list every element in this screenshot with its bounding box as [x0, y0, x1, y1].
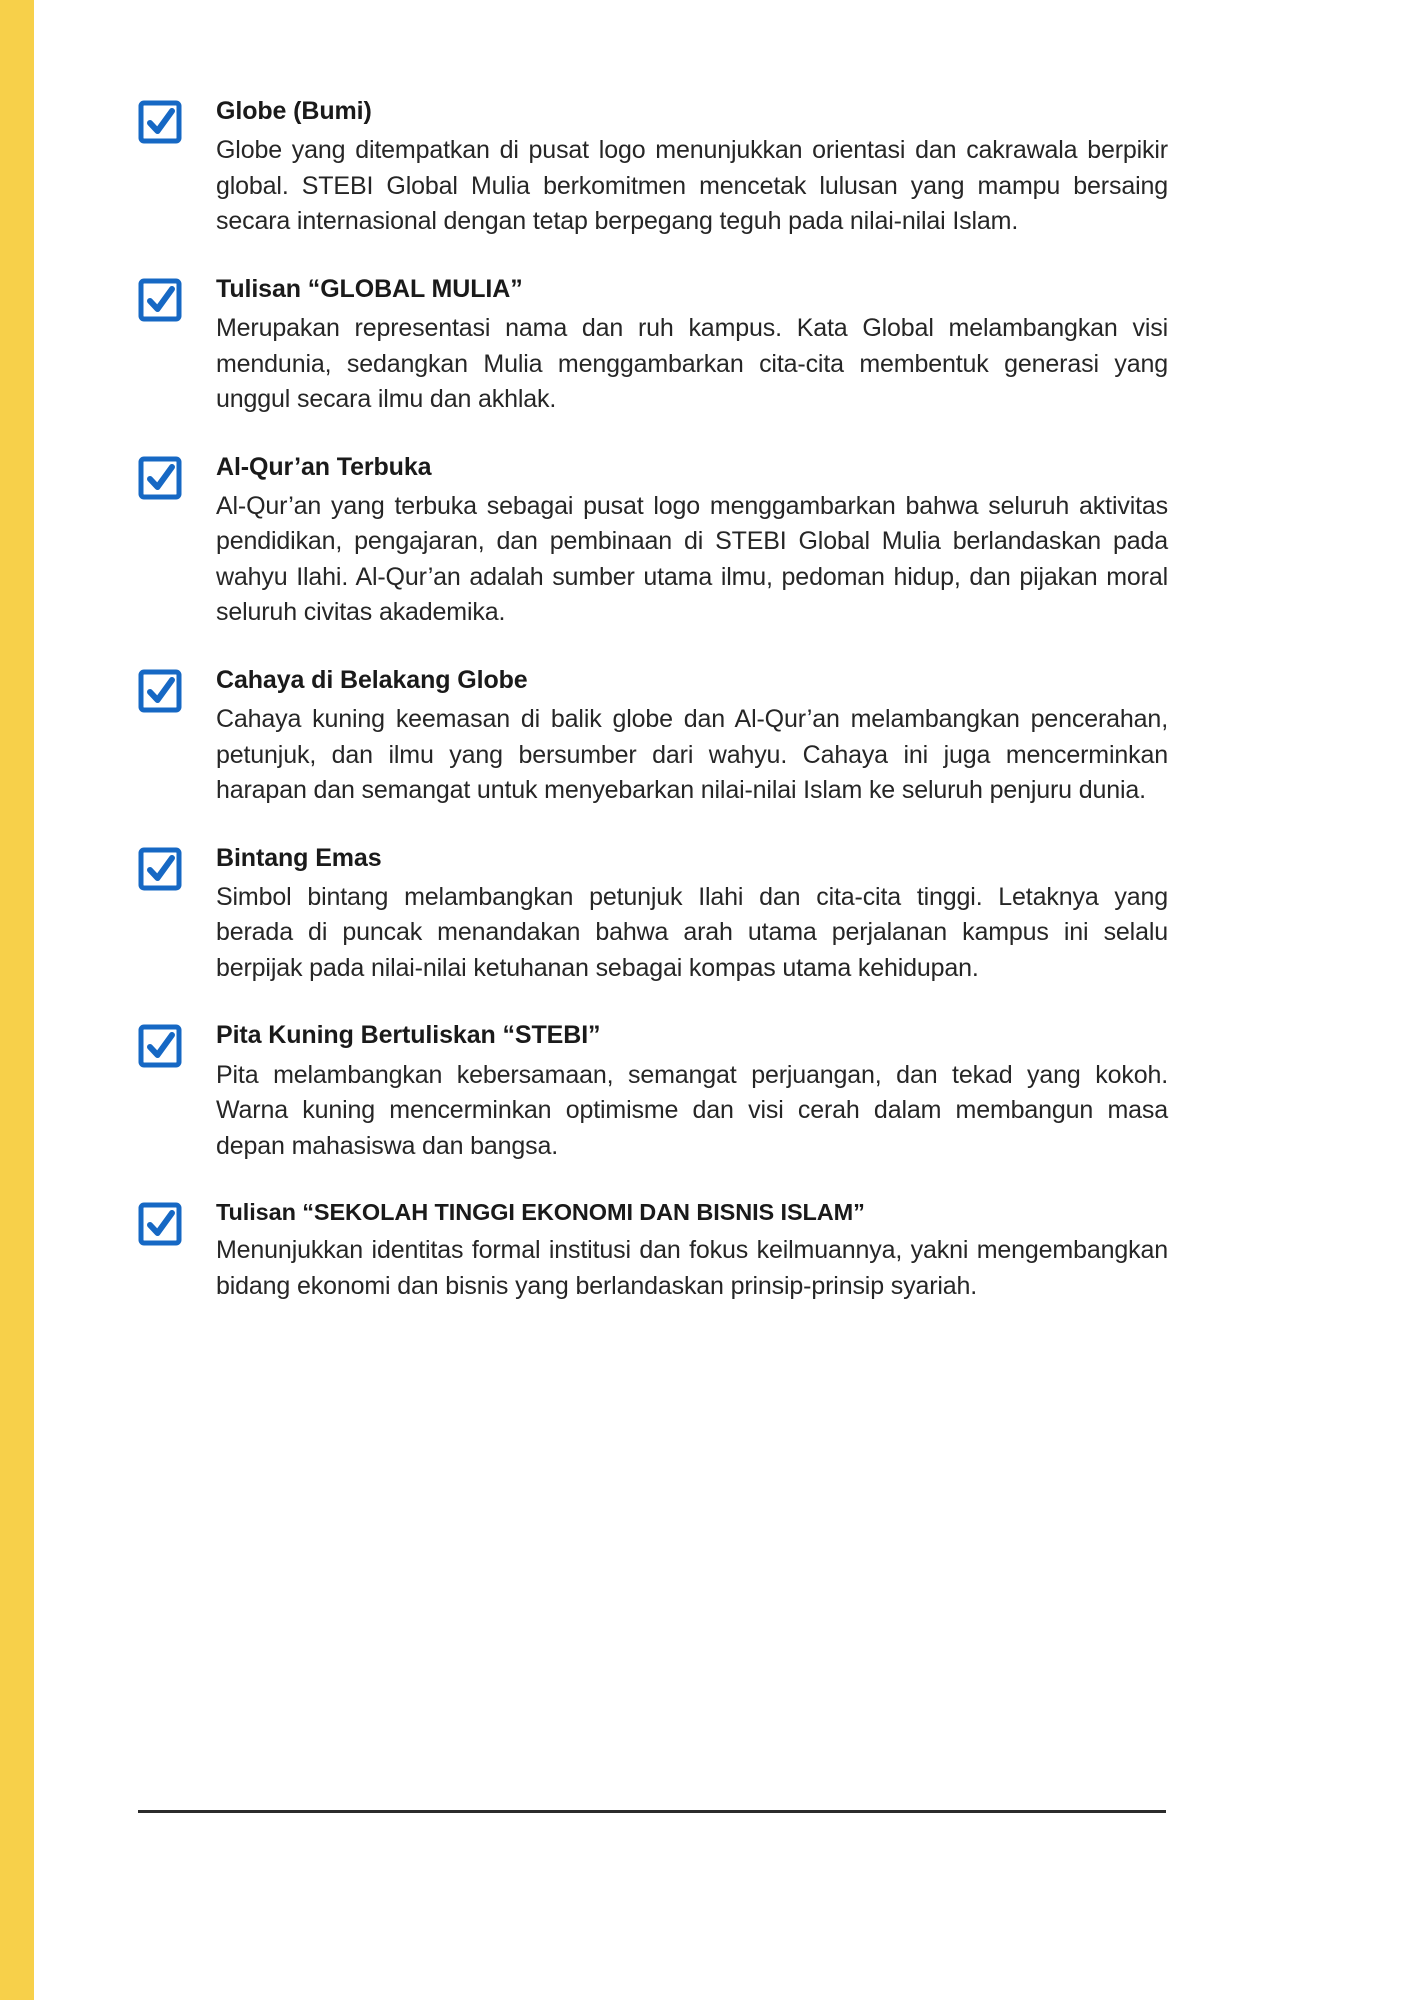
list-item-text: Merupakan representasi nama dan ruh kampus. Kata Global melambangkan visi mendunia, sedangkan Mulia menggambarkan cita-cita membentuk generasi yang unggul secara ilmu dan akhlak. [216, 314, 1168, 413]
list-item-text: Menunjukkan identitas formal institusi dan fokus keilmuannya, yakni mengembangkan bidang ekonomi dan bisnis yang berlandaskan prinsip-prinsip syariah. [216, 1236, 1168, 1300]
footer-divider [138, 1810, 1166, 1813]
list-item-title: Bintang Emas [216, 843, 382, 872]
list-item-title: Cahaya di Belakang Globe [216, 665, 528, 694]
check-box-icon [138, 100, 182, 144]
check-box-icon-wrap [138, 1198, 206, 1246]
check-box-icon-wrap [138, 452, 206, 500]
list-item-body [206, 843, 1168, 987]
check-box-icon [138, 847, 182, 891]
list-item-title: Tulisan “GLOBAL MULIA” [216, 274, 523, 303]
check-box-icon-wrap [138, 274, 206, 322]
check-box-icon-wrap [138, 1020, 206, 1068]
list-item-body [206, 96, 1168, 240]
check-box-icon [138, 1202, 182, 1246]
list-item [138, 665, 1168, 809]
list-item [138, 452, 1168, 631]
list-item [138, 1198, 1168, 1304]
check-box-icon-wrap [138, 843, 206, 891]
check-box-icon [138, 1024, 182, 1068]
check-box-icon-wrap [138, 665, 206, 713]
list-item-title: Globe (Bumi) [216, 97, 372, 125]
left-accent-bar [0, 0, 34, 2000]
list-item-text: Cahaya kuning keemasan di balik globe dan Al-Qur’an melambangkan pencerahan, petunjuk, dan ilmu yang bersumber dari wahyu. Cahaya ini juga mencerminkan harapan dan semangat untuk menyebarkan nilai-nilai Islam ke seluruh penjuru dunia. [216, 705, 1168, 804]
list-item-title: Al-Qur’an Terbuka [216, 452, 432, 481]
logo-philosophy-list [138, 96, 1168, 1304]
check-box-icon-wrap [138, 96, 206, 144]
list-item-body [206, 665, 1168, 809]
list-item-text: Globe yang ditempatkan di pusat logo menunjukkan orientasi dan cakrawala berpikir global. STEBI Global Mulia berkomitmen mencetak lulusan yang mampu bersaing secara internasional dengan tetap berpegang teguh pada nilai-nilai Islam. [216, 136, 1168, 236]
list-item [138, 843, 1168, 987]
list-item-body [206, 452, 1168, 631]
list-item [138, 274, 1168, 418]
list-item-body [206, 1020, 1168, 1164]
check-box-icon [138, 669, 182, 713]
check-box-icon [138, 278, 182, 322]
list-item-title: Pita Kuning Bertuliskan “STEBI” [216, 1021, 601, 1050]
list-item-body [206, 1198, 1168, 1304]
list-item-text: Pita melambangkan kebersamaan, semangat perjuangan, dan tekad yang kokoh. Warna kuning mencerminkan optimisme dan visi cerah dalam membangun masa depan mahasiswa dan bangsa. [216, 1060, 1168, 1160]
list-item-title: Tulisan “SEKOLAH TINGGI EKONOMI DAN BISNIS ISLAM” [216, 1199, 865, 1225]
list-item-text: Simbol bintang melambangkan petunjuk Ilahi dan cita-cita tinggi. Letaknya yang berada di puncak menandakan bahwa arah utama perjalanan kampus ini selalu berpijak pada nilai-nilai ketuhanan sebagai kompas utama kehidupan. [216, 882, 1168, 982]
list-item [138, 96, 1168, 240]
list-item-body [206, 274, 1168, 418]
check-box-icon [138, 456, 182, 500]
list-item-text: Al-Qur’an yang terbuka sebagai pusat logo menggambarkan bahwa seluruh aktivitas pendidikan, pengajaran, dan pembinaan di STEBI Global Mulia berlandaskan pada wahyu Ilahi. Al-Qur’an adalah sumber utama ilmu, pedoman hidup, dan pijakan moral seluruh civitas akademika. [216, 491, 1168, 627]
list-item [138, 1020, 1168, 1164]
